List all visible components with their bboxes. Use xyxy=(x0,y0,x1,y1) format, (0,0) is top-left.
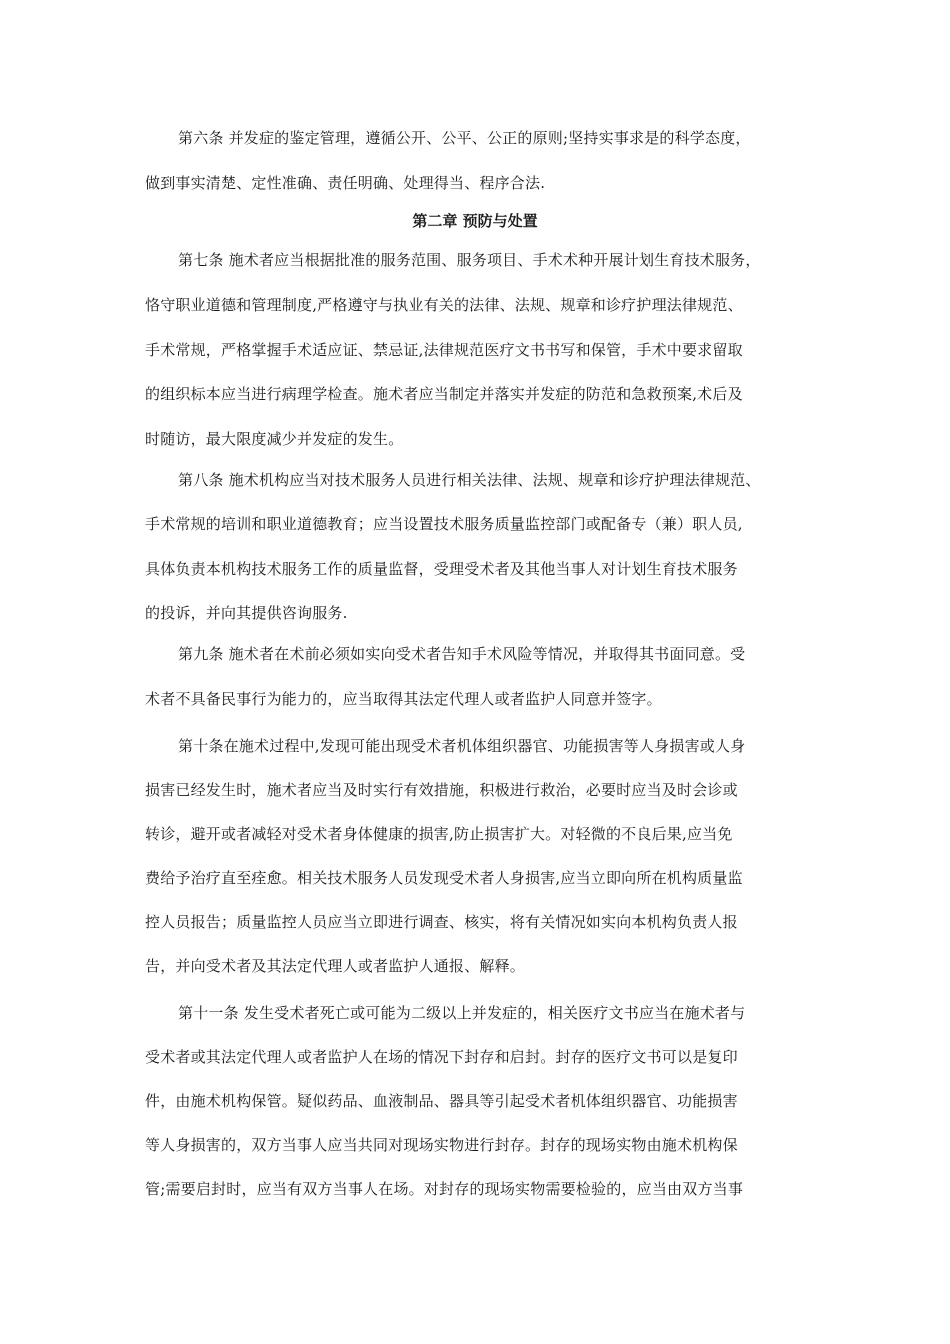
article-8-line-1: 第八条 施术机构应当对技术服务人员进行相关法律、法规、规章和诊疗护理法律规范、 xyxy=(178,471,761,489)
article-10-line-5: 控人员报告；质量监控人员应当立即进行调查、核实，将有关情况如实向本机构负责人报 xyxy=(145,913,738,931)
article-10-line-3: 转诊，避开或者减轻对受术者身体健康的损害,防止损害扩大。对轻微的不良后果,应当免 xyxy=(145,825,733,843)
article-11-line-5: 管;需要启封时，应当有双方当事人在场。对封存的现场实物需要检验的，应当由双方当事 xyxy=(145,1180,744,1198)
article-10-line-2: 损害已经发生时，施术者应当及时实行有效措施，积极进行救治，必要时应当及时会诊或 xyxy=(145,781,738,799)
article-10-line-6: 告，并向受术者及其法定代理人或者监护人通报、解释。 xyxy=(145,957,526,975)
article-9-line-2: 术者不具备民事行为能力的，应当取得其法定代理人或者监护人同意并签字。 xyxy=(145,690,662,708)
article-10-line-4: 费给予治疗直至痊愈。相关技术服务人员发现受术者人身损害,应当立即向所在机构质量监 xyxy=(145,869,743,887)
article-8-line-4: 的投诉，并向其提供咨询服务. xyxy=(145,604,348,622)
article-10-line-1: 第十条在施术过程中,发现可能出现受术者机体组织器官、功能损害等人身损害或人身 xyxy=(178,737,746,755)
article-8-line-2: 手术常规的培训和职业道德教育；应当设置技术服务质量监控部门或配备专（兼）职人员, xyxy=(145,515,743,533)
article-6-line-2: 做到事实清楚、定性准确、责任明确、处理得当、程序合法. xyxy=(145,174,546,192)
article-7-line-1: 第七条 施术者应当根据批准的服务范围、服务项目、手术术种开展计划生育技术服务， xyxy=(178,251,761,269)
article-8-line-3: 具体负责本机构技术服务工作的质量监督，受理受术者及其他当事人对计划生育技术服务 xyxy=(145,560,738,578)
article-7-line-2: 恪守职业道德和管理制度,严格遵守与执业有关的法律、法规、规章和诊疗护理法律规范、 xyxy=(145,296,743,314)
article-9-line-1: 第九条 施术者在术前必须如实向受术者告知手术风险等情况，并取得其书面同意。受 xyxy=(178,645,746,663)
article-7-line-3: 手术常规，严格掌握手术适应证、禁忌证,法律规范医疗文书书写和保管，手术中要求留取 xyxy=(145,341,743,359)
article-11-line-1: 第十一条 发生受术者死亡或可能为二级以上并发症的，相关医疗文书应当在施术者与 xyxy=(178,1004,746,1022)
article-11-line-4: 等人身损害的，双方当事人应当共同对现场实物进行封存。封存的现场实物由施术机构保 xyxy=(145,1136,738,1154)
chapter-2-heading: 第二章 预防与处置 xyxy=(412,212,538,230)
article-6-line-1: 第六条 并发症的鉴定管理，遵循公开、公平、公正的原则;坚持实事求是的科学态度， xyxy=(178,129,751,147)
article-11-line-3: 件，由施术机构保管。疑似药品、血液制品、器具等引起受术者机体组织器官、功能损害 xyxy=(145,1092,738,1110)
article-11-line-2: 受术者或其法定代理人或者监护人在场的情况下封存和启封。封存的医疗文书可以是复印 xyxy=(145,1048,738,1066)
article-7-line-5: 时随访，最大限度减少并发症的发生。 xyxy=(145,430,404,448)
article-7-line-4: 的组织标本应当进行病理学检查。施术者应当制定并落实并发症的防范和急救预案,术后及 xyxy=(145,385,743,403)
